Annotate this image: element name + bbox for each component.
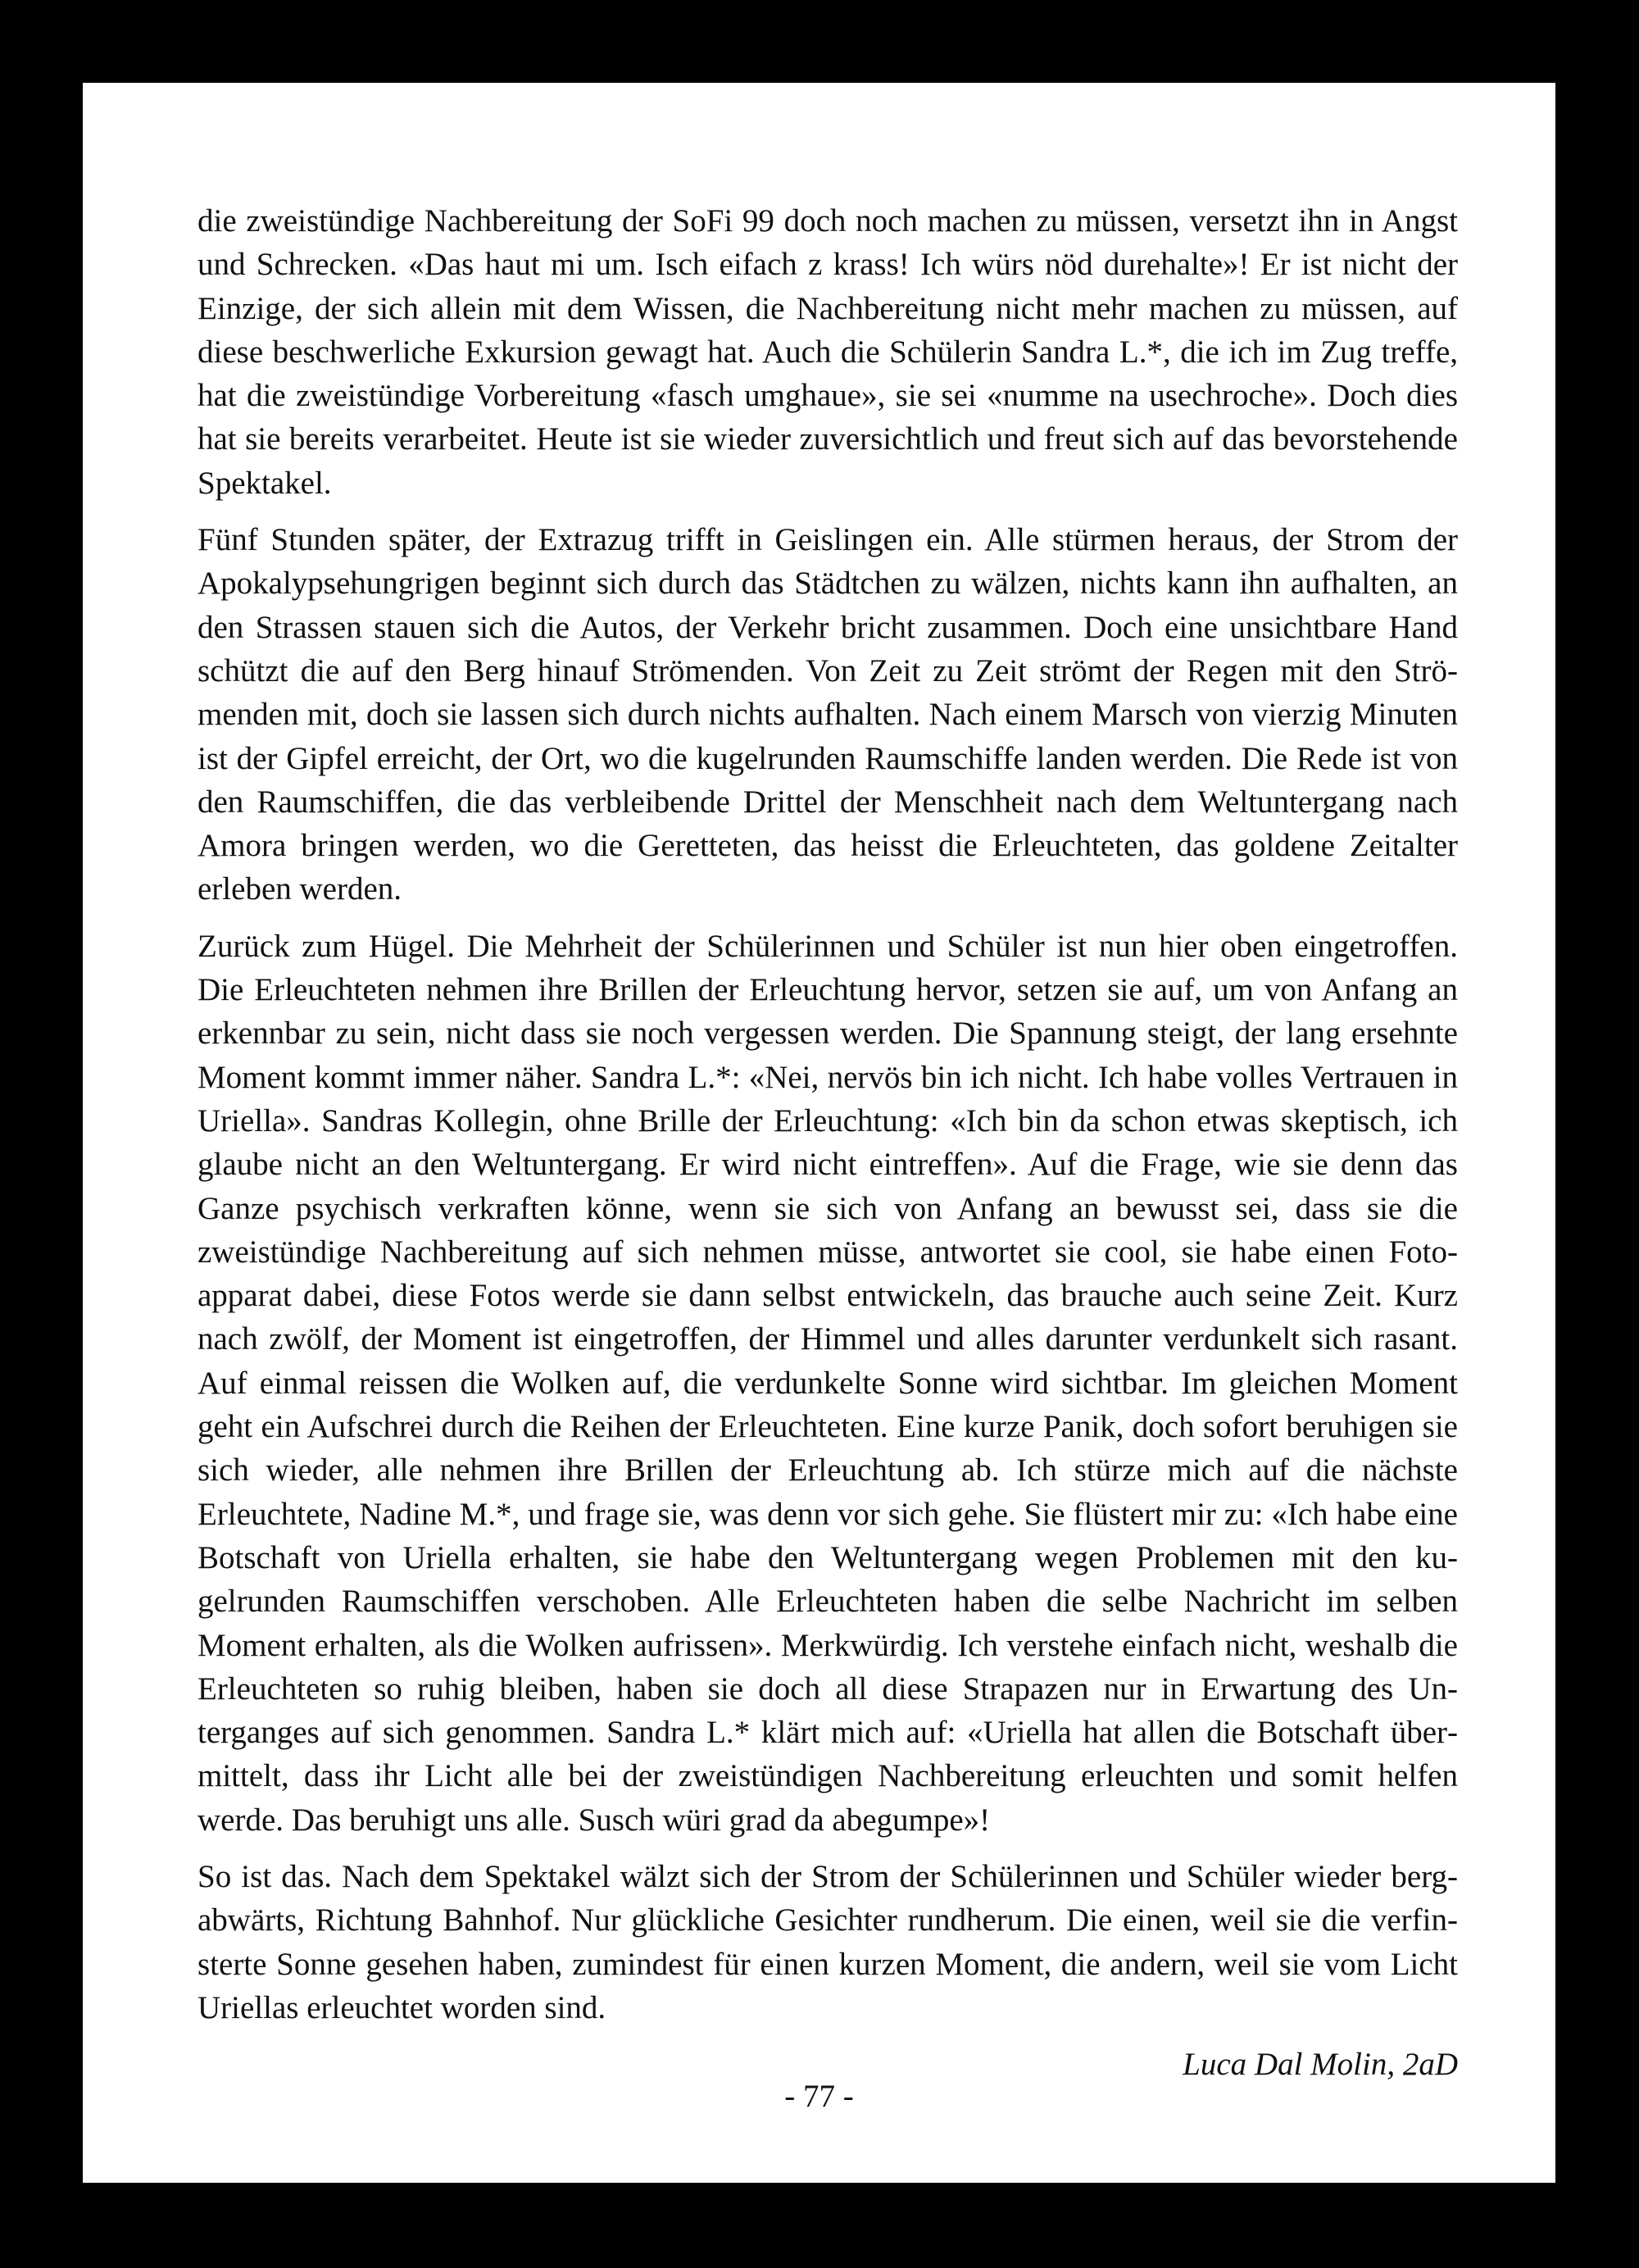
document-page [83,83,1555,2183]
paragraph-4: So ist das. Nach dem Spektakel wälzt sich der Strom der Schülerinnen und Schüler wieder bergabwärts, Richtung Bahnhof. Nur glückliche Gesichter rundherum. Die einen, weil sie die verfinsterte Sonne gesehen haben, zumindest für einen kurzen Moment, die andern, weil sie vom Licht Uriellas erleuchtet worden sind. [197,1858,1458,2025]
article-body [197,199,1458,2086]
paragraph-3: Zurück zum Hügel. Die Mehrheit der Schülerinnen und Schüler ist nun hier oben eingetroffen. Die Erleuchteten nehmen ihre Brillen der Erleuchtung hervor, setzen sie auf, um von Anfang an erkennbar zu sein, nicht dass sie noch vergessen werden. Die Spannung steigt, der lang ersehnte Moment kommt immer näher. Sandra L.*: «Nei, nervös bin ich nicht. Ich habe volles Vertrauen in Uriella». Sandras Kollegin, ohne Brille der Erleuchtung: «Ich bin da schon etwas skeptisch, ich glaube nicht an den Weltuntergang. Er wird nicht eintreffen». Auf die Frage, wie sie denn das Ganze psychisch verkraften könne, wenn sie sich von Anfang an bewusst sei, dass sie die zweistündige Nachbereitung auf sich nehmen müsse, antwortet sie cool, sie habe einen Fotoapparat dabei, diese Fotos werde sie dann selbst entwickeln, das brauche auch seine Zeit. Kurz nach zwölf, der Moment ist eingetroffen, der Himmel und alles darunter verdunkelt sich rasant. Auf einmal reissen die Wolken auf, die verdunkelte Sonne wird sichtbar. Im gleichen Moment geht ein Aufschrei durch die Reihen der Erleuchteten. Eine kurze Panik, doch sofort beruhigen sie sich wieder, alle nehmen ihre Brillen der Erleuchtung ab. Ich stürze mich auf die nächste Erleuchtete, Nadine M.*, und frage sie, was denn vor sich gehe. Sie flüstert mir zu: «Ich habe eine Botschaft von Uriella erhalten, sie habe den Weltuntergang wegen Problemen mit den kugelrunden Raumschiffen verschoben. Alle Erleuchteten haben die selbe Nachricht im selben Moment erhalten, als die Wolken aufrissen». Merkwürdig. Ich verstehe einfach nicht, weshalb die Erleuchteten so ruhig bleiben, haben sie doch all diese Strapazen nur in Erwartung des Unterganges auf sich genommen. Sandra L.* klärt mich auf: «Uriella hat allen die Botschaft übermittelt, dass ihr Licht alle bei der zweistündigen Nachbereitung erleuchten und somit helfen werde. Das beruhigt uns alle. Susch würi grad da abegumpe»! [197,928,1458,1838]
page-number: - 77 - [784,2079,854,2114]
author-signature: Luca Dal Molin, 2aD [1183,2047,1458,2083]
paragraph-1: die zweistündige Nachbereitung der SoFi 99 doch noch machen zu müssen, versetzt ihn in Angst und Schrecken. «Das haut mi um. Isch eifach z krass! Ich würs nöd durehalte»! Er ist nicht der Einzige, der sich allein mit dem Wissen, die Nachbereitung nicht mehr machen zu müssen, auf diese beschwerliche Exkursion gewagt hat. Auch die Schülerin Sandra L.*, die ich im Zug treffe, hat die zweistündige Vorbereitung «fasch umghaue», sie sei «numme na usechroche». Doch dies hat sie bereits verarbeitet. Heute ist sie wieder zuversichtlich und freut sich auf das bevorstehende Spektakel. [197,203,1458,501]
paragraph-2: Fünf Stunden später, der Extrazug trifft in Geislingen ein. Alle stürmen heraus, der Strom der Apokalypsehungrigen beginnt sich durch das Städtchen zu wälzen, nichts kann ihn aufhalten, an den Strassen stauen sich die Autos, der Verkehr bricht zusammen. Doch eine unsichtbare Hand schützt die auf den Berg hinauf Strömenden. Von Zeit zu Zeit strömt der Regen mit den Strömenden mit, doch sie lassen sich durch nichts aufhalten. Nach einem Marsch von vierzig Minuten ist der Gipfel erreicht, der Ort, wo die kugelrunden Raumschiffe landen werden. Die Rede ist von den Raumschiffen, die das verbleibende Drittel der Menschheit nach dem Weltuntergang nach Amora bringen werden, wo die Geretteten, das heisst die Erleuchteten, das goldene Zeitalter erleben werden. [197,522,1458,907]
